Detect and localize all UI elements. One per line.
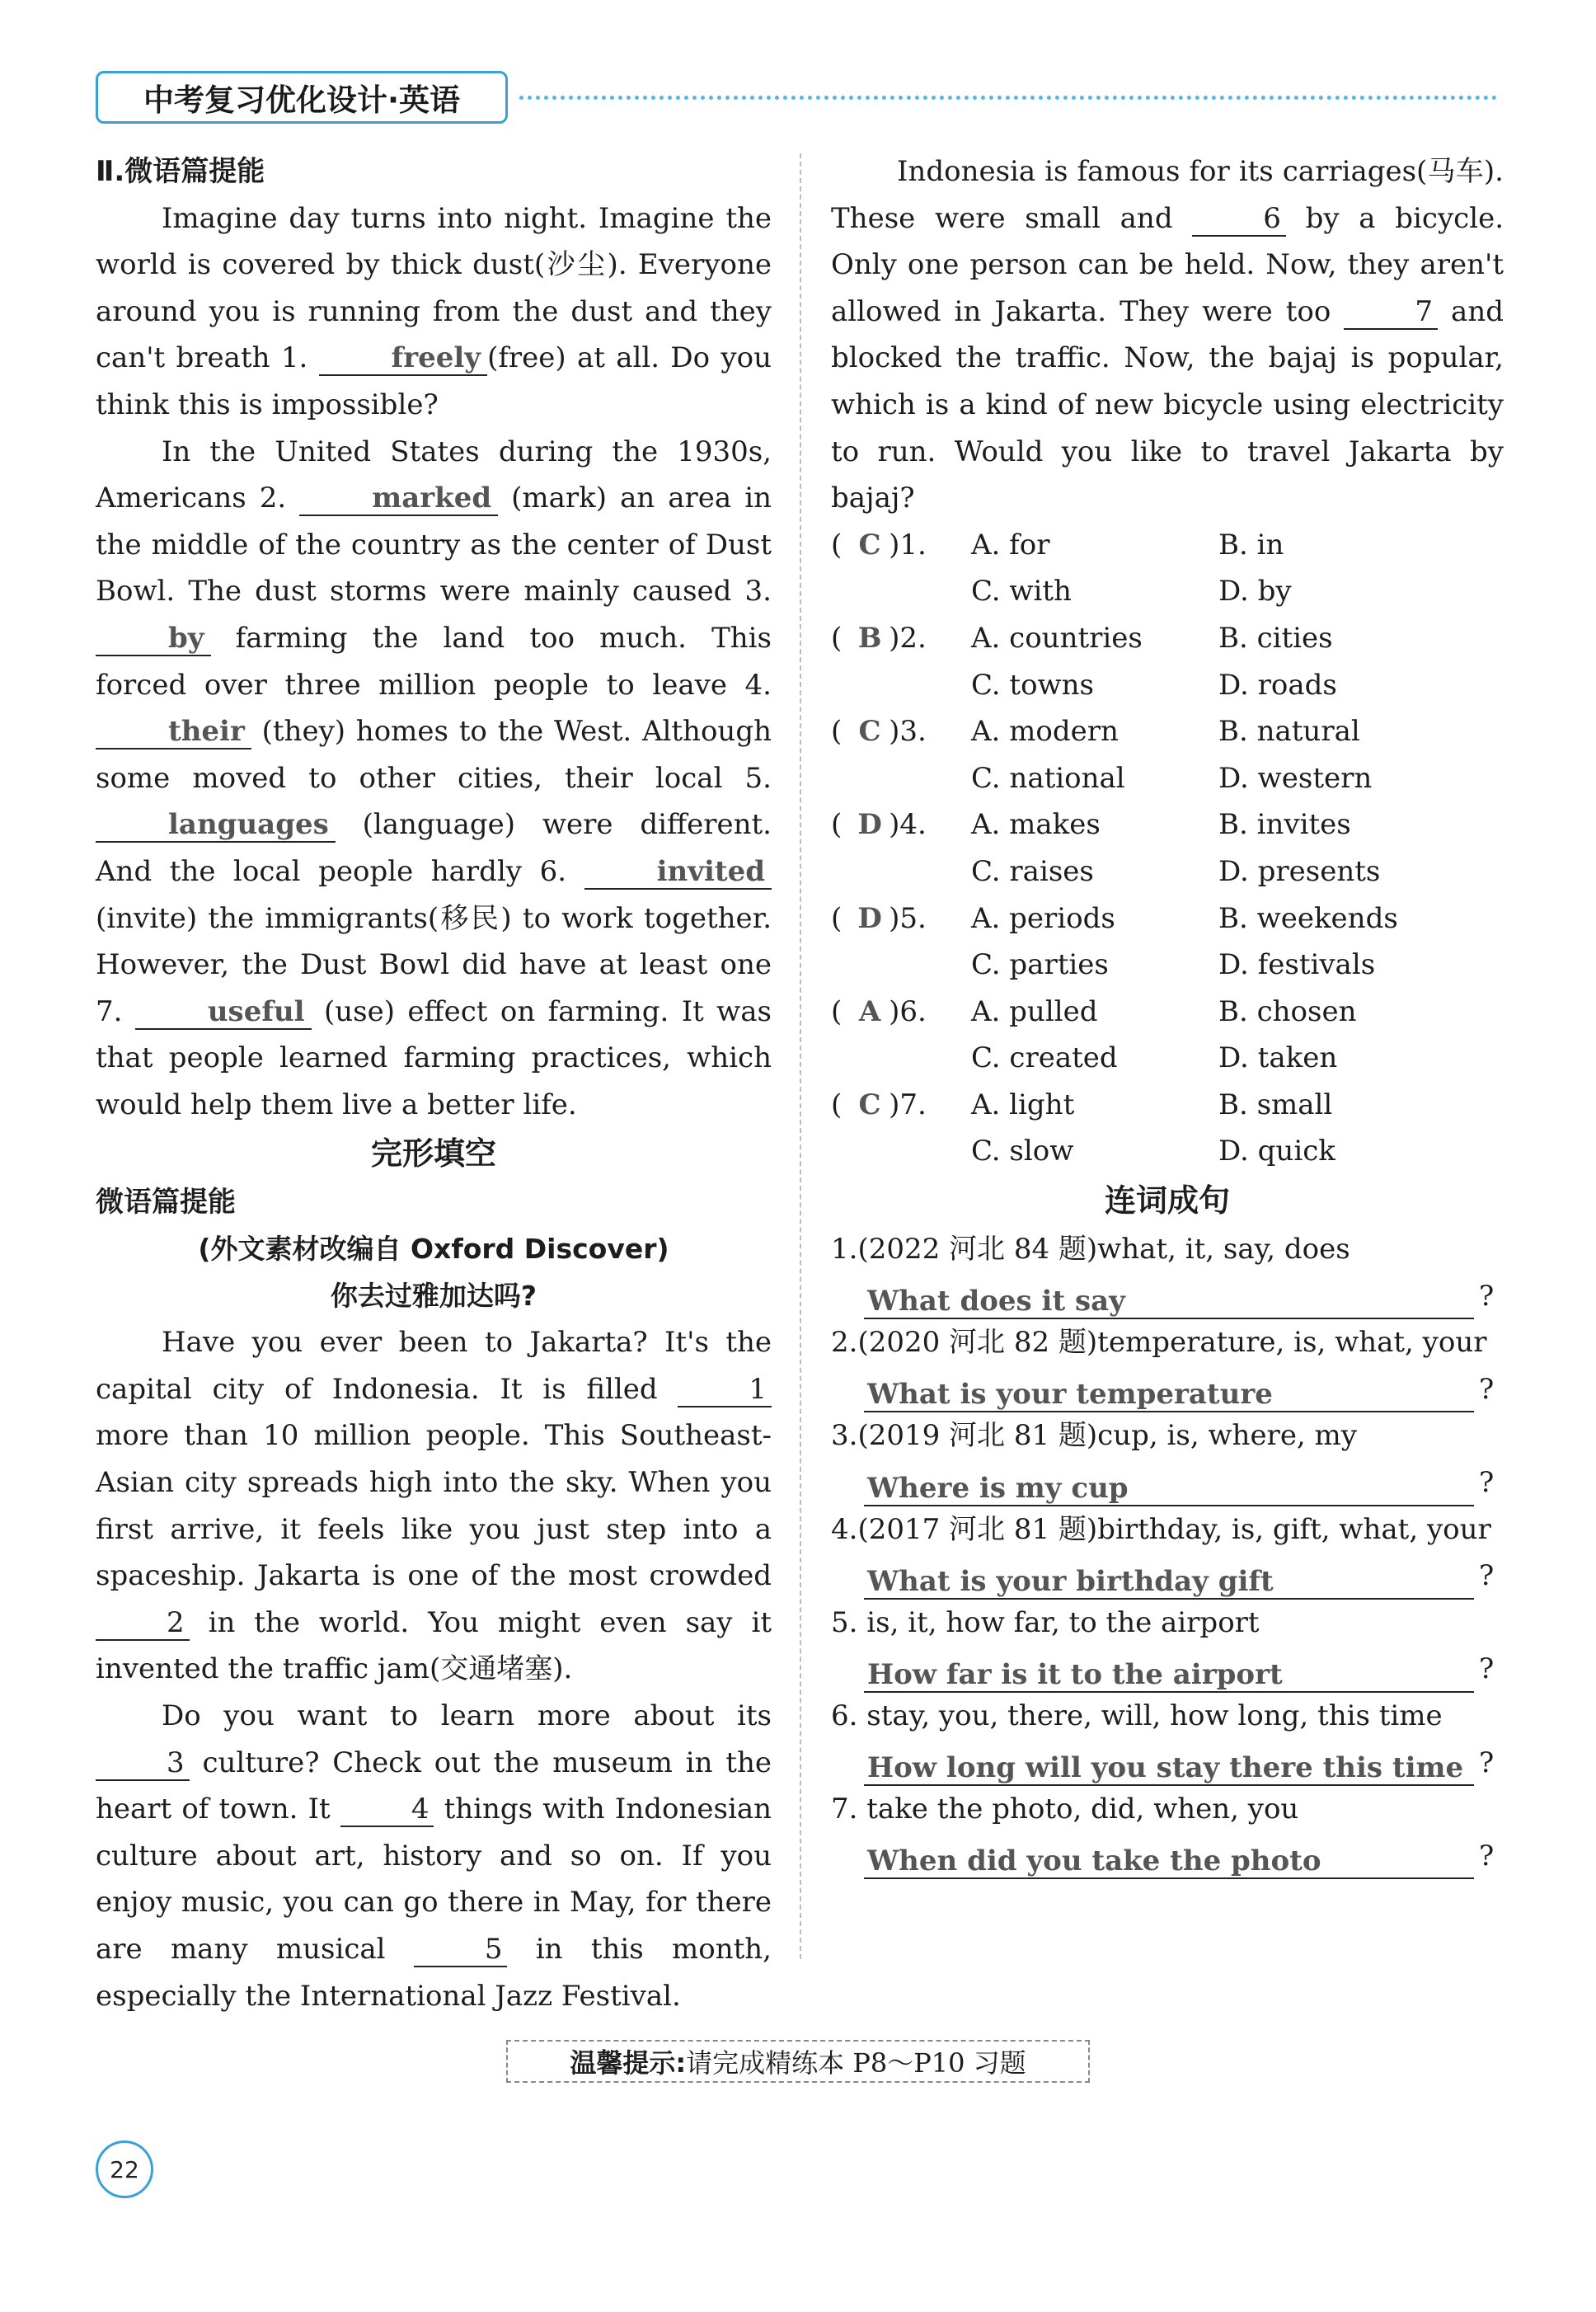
question-mark: ? [1479,1559,1495,1593]
question-number: ( D )4. [831,801,971,848]
book-title-box [96,71,508,124]
cloze-blank-6: 6 [1192,202,1286,237]
option-d: D. presents [1218,854,1381,888]
question-row [831,989,1504,1036]
answer-blank-1: freely [319,341,487,376]
sentence-answer: When did you take the photo [864,1844,1474,1879]
question-number: ( A )6. [831,989,971,1036]
sentence-prompt: 2.(2020 河北 82 题)temperature, is, what, your [831,1326,1487,1360]
question-row-2 [831,755,1504,802]
option-d: D. by [1218,575,1292,609]
sentence-prompt: 1.(2022 河北 84 题)what, it, say, does [831,1233,1350,1266]
question-answer: B [857,621,882,655]
option-a: A. modern [971,715,1119,749]
option-a: A. makes [971,808,1101,842]
question-row [831,895,1504,942]
question-number: ( B )2. [831,615,971,662]
option-a: A. pulled [971,994,1098,1028]
passage1-paragraph1: Imagine day turns into night. Imagine the world is covered by thick dust(沙尘). Everyone around you is running from the dust and they can't breath 1. freely (free) at all. Do you think this is impossible? [96,201,772,421]
option-c: C. with [971,575,1072,609]
option-a: A. countries [971,621,1143,655]
question-row-2 [831,662,1504,709]
answer-blank-5: languages [96,808,336,843]
question-row-2 [831,942,1504,989]
option-d: D. quick [1218,1135,1335,1168]
option-b: B. cities [1218,621,1333,655]
question-mark: ? [1479,1466,1495,1500]
question-row [831,708,1504,755]
option-d: D. western [1218,761,1373,795]
question-mark: ? [1479,1652,1495,1686]
option-a: A. for [971,528,1050,562]
option-c: C. raises [971,854,1094,888]
question-answer: C [858,1088,881,1121]
sentence-answer-line [831,1740,1504,1787]
question-number: ( C )3. [831,708,971,755]
cloze-blank-5: 5 [414,1933,508,1967]
cloze-source: (外文素材改编自 Oxford Discover) [198,1233,669,1266]
sentence-prompt: 3.(2019 河北 81 题)cup, is, where, my [831,1419,1357,1453]
answer-blank-2: marked [299,482,498,516]
cloze-subheading: 微语篇提能 [96,1186,236,1219]
cloze-blank-4: 4 [340,1793,434,1827]
option-c: C. towns [971,668,1094,702]
option-b: B. small [1218,1088,1333,1121]
passage1-paragraph2: In the United States during the 1930s, Americans 2. marked (mark) an area in the middle of the country as the center of Dust Bowl. The dust storms were mainly caused 3. by farming the land too much. This forced over three million people to leave 4. their (they) homes to the West. Although some moved to other cities, their local 5. languages (language) were different. And the local people hardly 6. invited (invite) the immigrants(移民) to work together. However, the Dust Bowl did have at least one 7. useful (use) effect on farming. It was that people learned farming practices, which would help them live a better life. [96,435,772,1121]
sentence-prompt: 5. is, it, how far, to the airport [831,1605,1260,1639]
option-b: B. in [1218,528,1284,562]
option-b: B. natural [1218,715,1360,749]
option-c: C. parties [971,948,1109,982]
question-answer: C [858,715,881,749]
sentences-heading: 连词成句 [1104,1182,1230,1219]
question-row [831,615,1504,662]
question-row-2 [831,848,1504,895]
answer-blank-4: their [96,715,251,750]
book-title: 中考复习优化设计·英语 [143,82,461,118]
sentence-answer-line [831,1833,1504,1880]
option-c: C. created [971,1041,1118,1075]
question-answer: D [857,808,882,842]
header-dotted-rule [519,96,1497,100]
option-a: A. light [971,1088,1075,1121]
question-answer: C [858,528,881,562]
question-row-2 [831,1035,1504,1082]
tip-label: 温馨提示: [570,2047,687,2079]
question-row [831,522,1504,569]
left-column [96,148,772,2019]
cloze-blank-1: 1 [678,1373,772,1407]
cloze-paragraph2: Do you want to learn more about its 3 culture? Check out the museum in the heart of town. It 4 things with Indonesian culture about art, history and so on. If you enjoy music, you can go there in May, for there are many musical 5 in this month, especially the International Jazz Festival. [96,1699,772,2013]
page-number: 22 [96,2140,153,2198]
cloze-questions [831,522,1504,1175]
option-c: C. slow [971,1135,1074,1168]
answer-blank-7: useful [135,995,312,1030]
cloze-title: 你去过雅加达吗? [330,1279,537,1312]
option-b: B. weekends [1218,901,1398,935]
section2-title: Ⅱ.微语篇提能 [96,155,265,188]
question-number: ( C )7. [831,1082,971,1129]
answer-blank-6: invited [584,855,772,890]
answer-blank-3: by [96,622,211,656]
question-mark: ? [1479,1372,1495,1406]
question-answer: D [857,901,882,935]
question-mark: ? [1479,1839,1495,1873]
sentence-answer-line [831,1273,1504,1320]
sentence-answer: What does it say [864,1285,1474,1319]
sentence-answer: How long will you stay there this time [864,1751,1474,1786]
question-answer: A [858,994,881,1028]
question-row-2 [831,568,1504,615]
option-c: C. national [971,761,1125,795]
sentence-answer: Where is my cup [864,1472,1474,1506]
question-row [831,801,1504,848]
cloze-paragraph1: Have you ever been to Jakarta? It's the capital city of Indonesia. It is filled 1 more than 10 million people. This Southeast-Asian city spreads high into the sky. When you first arrive, it feels like you just step into a spaceship. Jakarta is one of the most crowded 2 in the world. You might even say it invented the traffic jam(交通堵塞). [96,1326,772,1686]
sentence-answer: What is your birthday gift [864,1565,1474,1600]
question-number: ( D )5. [831,895,971,942]
sentence-answer: How far is it to the airport [864,1658,1474,1693]
sentence-prompt: 4.(2017 河北 81 题)birthday, is, gift, what, your [831,1512,1491,1546]
footer-tip [506,2040,1090,2083]
sentence-answer-line [831,1459,1504,1506]
sentence-answer-line [831,1366,1504,1413]
sentence-answer-line [831,1646,1504,1693]
cloze-blank-2: 2 [96,1606,190,1641]
cloze-heading: 完形填空 [370,1135,496,1172]
question-row-2 [831,1128,1504,1175]
cloze-blank-7: 7 [1344,295,1438,330]
column-divider [800,153,801,1959]
option-b: B. chosen [1218,994,1357,1028]
option-b: B. invites [1218,808,1351,842]
option-a: A. periods [971,901,1115,935]
question-mark: ? [1479,1279,1495,1313]
sentence-answer: What is your temperature [864,1378,1474,1412]
question-mark: ? [1479,1746,1495,1779]
option-d: D. roads [1218,668,1337,702]
cloze-blank-3: 3 [96,1746,190,1781]
tip-text: 请完成精练本 P8～P10 习题 [686,2047,1026,2079]
question-row [831,1082,1504,1129]
cloze-paragraph3: Indonesia is famous for its carriages(马车). These were small and 6 by a bicycle. Only one person can be held. Now, they aren't allowed in Jakarta. They were too 7 and blocked the traffic. Now, the bajaj is popular, which is a kind of new bicycle using electricity to run. Would you like to travel Jakarta by bajaj? [831,155,1504,515]
sentence-prompt: 7. take the photo, did, when, you [831,1793,1299,1826]
right-column [831,148,1504,1879]
option-d: D. festivals [1218,948,1376,982]
option-d: D. taken [1218,1041,1338,1075]
sentence-prompt: 6. stay, you, there, will, how long, this time [831,1699,1443,1732]
question-number: ( C )1. [831,522,971,569]
sentence-items [831,1226,1504,1879]
sentence-answer-line [831,1553,1504,1600]
